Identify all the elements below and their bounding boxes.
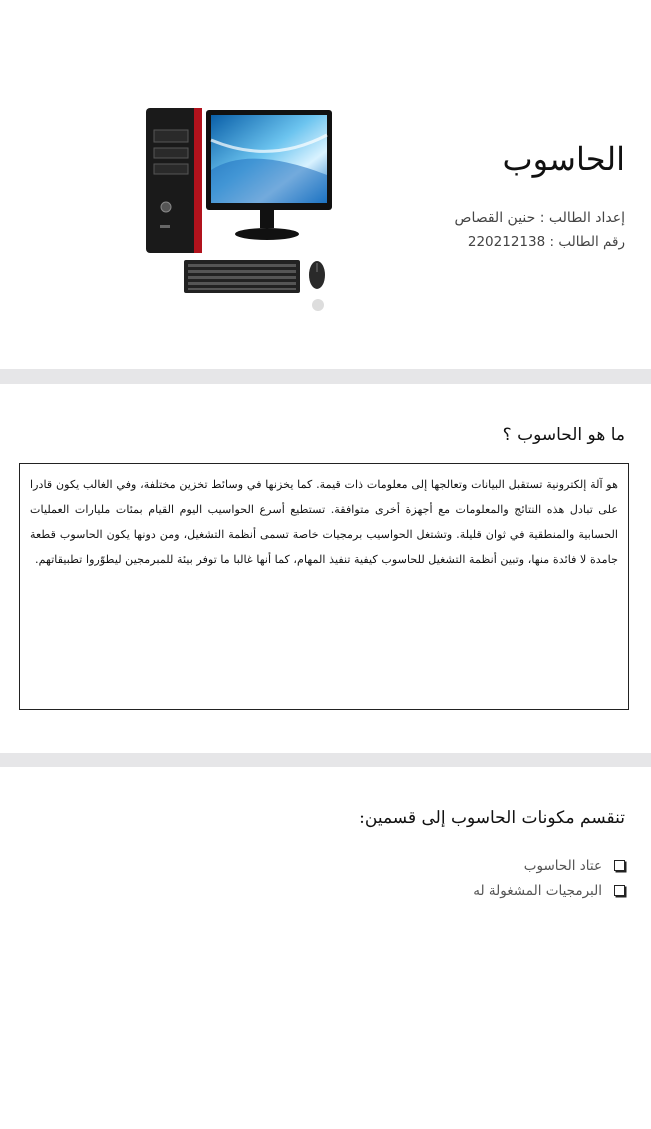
document-title: الحاسوب [502, 140, 625, 178]
list-item [473, 853, 625, 878]
author-line: إعداد الطالب : حنين القصاص [454, 210, 625, 226]
list-item-label: البرمجيات المشغولة له [473, 882, 602, 899]
components-list [473, 853, 625, 903]
desktop-computer-icon [140, 100, 340, 315]
box-bullet-icon [614, 860, 625, 871]
cover-page [0, 0, 651, 369]
list-item-label: عتاد الحاسوب [523, 857, 602, 874]
list-item [473, 878, 625, 903]
student-id-line: رقم الطالب : 220212138 [467, 234, 625, 250]
definition-text-box: هو آلة إلكترونية تستقبل البيانات وتعالجها إلى معلومات ذات قيمة. كما يخزنها في وسائط تخزين مختلفة، وفي الغالب يكون قادرا على تبادل هذه النتائج والمعلومات مع أجهزة أخرى متوافقة. تستطيع أسرع الحواسيب اليوم القيام بمئات مليارات العمليات الحسابية والمنطقية في ثوان قليلة. وتشتغل الحواسيب برمجيات خاصة تسمى أنظمة التشغيل، ومن دونها يكون الحاسوب قطعة جامدة لا فائدة منها، وتبين أنظمة التشغيل للحاسوب كيفية تنفيذ المهام، كما أنها غالبا ما توفر بيئة للمبرمجين ليطوّروا تطبيقاتهم. [19, 463, 629, 710]
components-heading: تنقسم مكونات الحاسوب إلى قسمين: [359, 808, 625, 828]
section-heading: ما هو الحاسوب ؟ [502, 425, 625, 445]
box-bullet-icon [614, 885, 625, 896]
